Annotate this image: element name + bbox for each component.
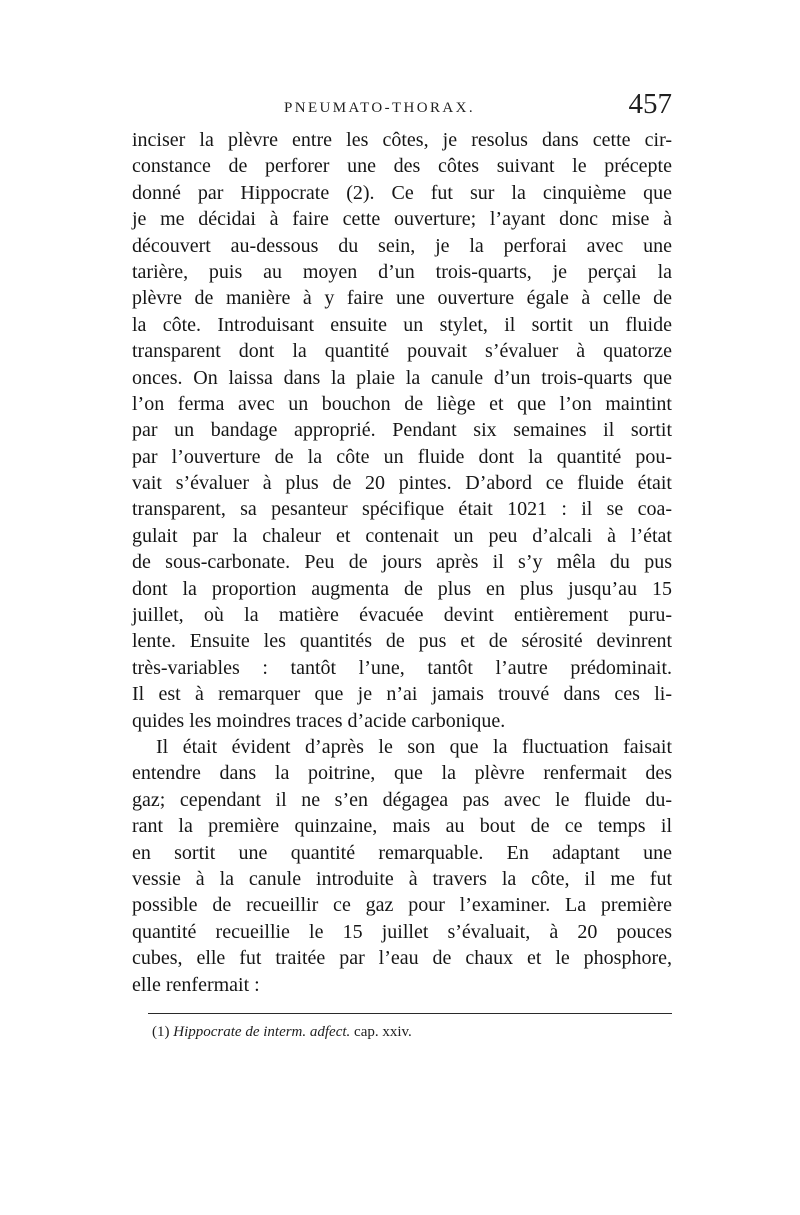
footnote-rule — [148, 1013, 672, 1014]
text-line: rant la première quinzaine, mais au bout de ce temps il — [132, 815, 672, 838]
text-line: lente. Ensuite les quantités de pus et de sérosité devinrent — [132, 630, 672, 653]
text-line: par l’ouverture de la côte un fluide dont la quantité pou- — [132, 445, 672, 468]
page-header — [132, 88, 672, 128]
text-line: constance de perforer une des côtes suivant le précepte — [132, 155, 672, 178]
paragraph-end-line: elle renfermait : — [132, 973, 260, 996]
running-head: PNEUMATO-THORAX. — [284, 100, 476, 116]
text-line: par un bandage approprié. Pendant six semaines il sortit — [132, 419, 672, 442]
text-line: très-variables : tantôt l’une, tantôt l’autre prédominait. — [132, 656, 672, 679]
text-line: plèvre de manière à y faire une ouverture égale à celle de — [132, 287, 672, 310]
text-line: onces. On laissa dans la plaie la canule d’un trois-quarts que — [132, 366, 672, 389]
text-line: gulait par la chaleur et contenait un peu d’alcali à l’état — [132, 524, 672, 547]
text-line: je me décidai à faire cette ouverture; l’ayant donc mise à — [132, 208, 672, 231]
paragraph-start-line: Il était évident d’après le son que la fluctuation faisait — [156, 735, 672, 758]
text-line: dont la proportion augmenta de plus en plus jusqu’au 15 — [132, 577, 672, 600]
paragraph-end-line: quides les moindres traces d’acide carbonique. — [132, 709, 506, 732]
footnote-marker: (1) — [152, 1024, 170, 1040]
text-line: juillet, où la matière évacuée devint entièrement puru- — [132, 604, 672, 627]
text-line: en sortit une quantité remarquable. En adaptant une — [132, 841, 672, 864]
text-line: transparent, sa pesanteur spécifique était 1021 : il se coa- — [132, 498, 672, 521]
footnote — [152, 1024, 412, 1041]
text-line: transparent dont la quantité pouvait s’évaluer à quatorze — [132, 340, 672, 363]
text-line: l’on ferma avec un bouchon de liège et que l’on maintint — [132, 392, 672, 415]
body-text — [132, 127, 672, 998]
text-line: cubes, elle fut traitée par l’eau de chaux et le phosphore, — [132, 947, 672, 970]
text-line: tarière, puis au moyen d’un trois-quarts, je perçai la — [132, 260, 672, 283]
text-line: Il est à remarquer que je n’ai jamais trouvé dans ces li- — [132, 683, 672, 706]
footnote-chapter: cap. xxiv. — [354, 1024, 412, 1040]
text-line: vessie à la canule introduite à travers la côte, il me fut — [132, 867, 672, 890]
text-line: découvert au-dessous du sein, je la perforai avec une — [132, 234, 672, 257]
text-line: de sous-carbonate. Peu de jours après il s’y mêla du pus — [132, 551, 672, 574]
text-line: quantité recueillie le 15 juillet s’évaluait, à 20 pouces — [132, 920, 672, 943]
text-line: inciser la plèvre entre les côtes, je resolus dans cette cir- — [132, 129, 672, 151]
text-line: gaz; cependant il ne s’en dégagea pas avec le fluide du- — [132, 788, 672, 811]
text-line: vait s’évaluer à plus de 20 pintes. D’abord ce fluide était — [132, 472, 672, 495]
text-line: donné par Hippocrate (2). Ce fut sur la cinquième que — [132, 181, 672, 204]
footnote-citation: Hippocrate de interm. adfect. — [173, 1024, 351, 1040]
text-line: entendre dans la poitrine, que la plèvre renfermait des — [132, 762, 672, 785]
text-line: la côte. Introduisant ensuite un stylet, il sortit un fluide — [132, 313, 672, 336]
text-line: possible de recueillir ce gaz pour l’examiner. La première — [132, 894, 672, 917]
page-number: 457 — [628, 88, 672, 120]
